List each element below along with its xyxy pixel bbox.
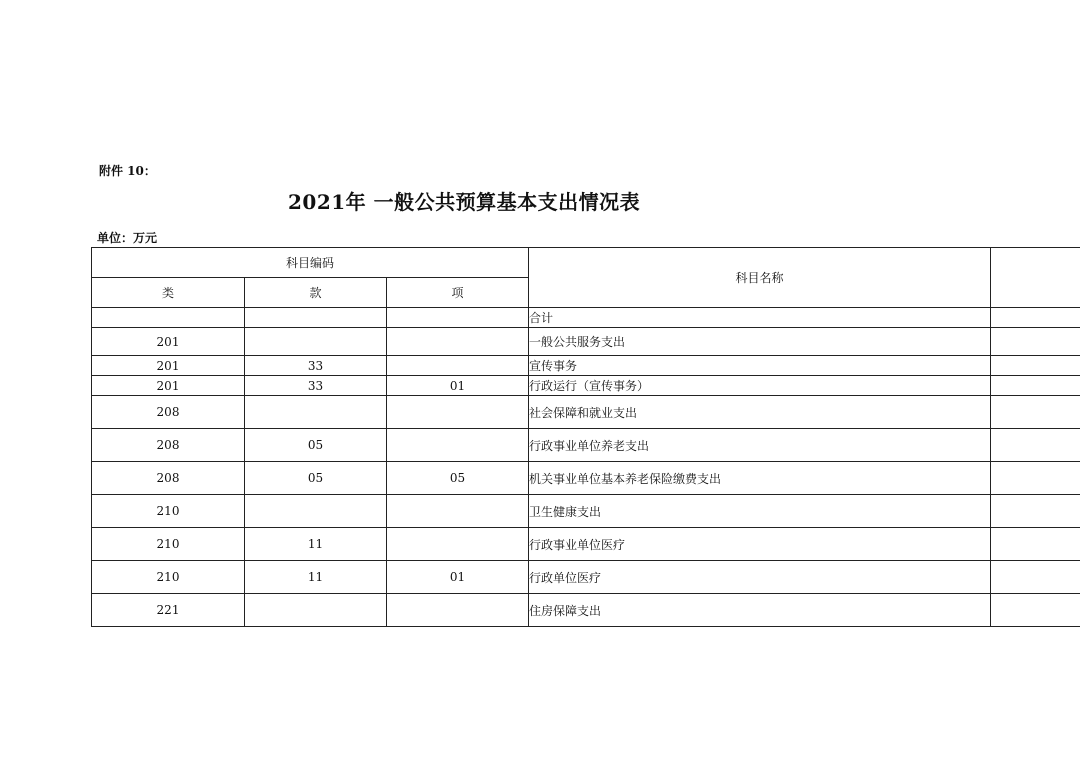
cell-name: 行政单位医疗 — [529, 561, 991, 594]
cell-xiang — [387, 328, 529, 356]
table-row — [92, 328, 1080, 356]
table-body — [92, 308, 1080, 627]
cell-xiang — [387, 528, 529, 561]
table-row — [92, 495, 1080, 528]
table-row — [92, 594, 1080, 627]
cell-lei: 208 — [92, 396, 245, 429]
cell-kuan — [245, 594, 387, 627]
table-row — [92, 429, 1080, 462]
table-row — [92, 462, 1080, 495]
cell-lei: 208 — [92, 462, 245, 495]
cell-name: 宣传事务 — [529, 356, 991, 376]
cell-xiang: 05 — [387, 462, 529, 495]
cell-name: 行政运行（宣传事务） — [529, 376, 991, 396]
cell-extra — [991, 308, 1080, 328]
cell-kuan: 11 — [245, 528, 387, 561]
cell-extra — [991, 396, 1080, 429]
cell-extra — [991, 328, 1080, 356]
cell-kuan: 11 — [245, 561, 387, 594]
table-row — [92, 528, 1080, 561]
cell-lei — [92, 308, 245, 328]
cell-extra — [991, 528, 1080, 561]
table-row — [92, 356, 1080, 376]
cell-lei: 210 — [92, 561, 245, 594]
cell-kuan — [245, 495, 387, 528]
cell-xiang — [387, 356, 529, 376]
cell-name: 行政事业单位医疗 — [529, 528, 991, 561]
table-row — [92, 396, 1080, 429]
header-xiang: 项 — [387, 278, 529, 308]
cell-lei: 208 — [92, 429, 245, 462]
cell-name: 一般公共服务支出 — [529, 328, 991, 356]
header-lei: 类 — [92, 278, 245, 308]
cell-kuan: 05 — [245, 429, 387, 462]
cell-extra — [991, 561, 1080, 594]
attachment-label: 附件 10： — [99, 164, 156, 178]
cell-kuan — [245, 328, 387, 356]
table-row — [92, 561, 1080, 594]
cell-extra — [991, 495, 1080, 528]
cell-name: 社会保障和就业支出 — [529, 396, 991, 429]
cell-extra — [991, 356, 1080, 376]
cell-extra — [991, 376, 1080, 396]
cell-xiang: 01 — [387, 376, 529, 396]
cell-lei: 210 — [92, 528, 245, 561]
cell-extra — [991, 594, 1080, 627]
cell-xiang — [387, 308, 529, 328]
header-extra — [991, 248, 1080, 308]
cell-kuan: 33 — [245, 356, 387, 376]
cell-lei: 221 — [92, 594, 245, 627]
cell-name: 合计 — [529, 308, 991, 328]
cell-lei: 201 — [92, 376, 245, 396]
cell-lei: 201 — [92, 356, 245, 376]
cell-kuan: 05 — [245, 462, 387, 495]
cell-kuan — [245, 396, 387, 429]
cell-xiang — [387, 396, 529, 429]
cell-lei: 210 — [92, 495, 245, 528]
unit-label: 单位：万元 — [97, 231, 158, 245]
page-title: 2021年 一般公共预算基本支出情况表 — [288, 190, 641, 214]
cell-xiang: 01 — [387, 561, 529, 594]
cell-extra — [991, 429, 1080, 462]
table-row — [92, 308, 1080, 328]
cell-name: 行政事业单位养老支出 — [529, 429, 991, 462]
cell-name: 卫生健康支出 — [529, 495, 991, 528]
cell-kuan: 33 — [245, 376, 387, 396]
cell-extra — [991, 462, 1080, 495]
header-name: 科目名称 — [529, 248, 991, 308]
cell-xiang — [387, 594, 529, 627]
table-row — [92, 376, 1080, 396]
cell-xiang — [387, 429, 529, 462]
cell-kuan — [245, 308, 387, 328]
header-kuan: 款 — [245, 278, 387, 308]
cell-name: 机关事业单位基本养老保险缴费支出 — [529, 462, 991, 495]
header-code-group: 科目编码 — [92, 248, 529, 278]
cell-name: 住房保障支出 — [529, 594, 991, 627]
budget-table — [91, 247, 1080, 627]
cell-lei: 201 — [92, 328, 245, 356]
cell-xiang — [387, 495, 529, 528]
